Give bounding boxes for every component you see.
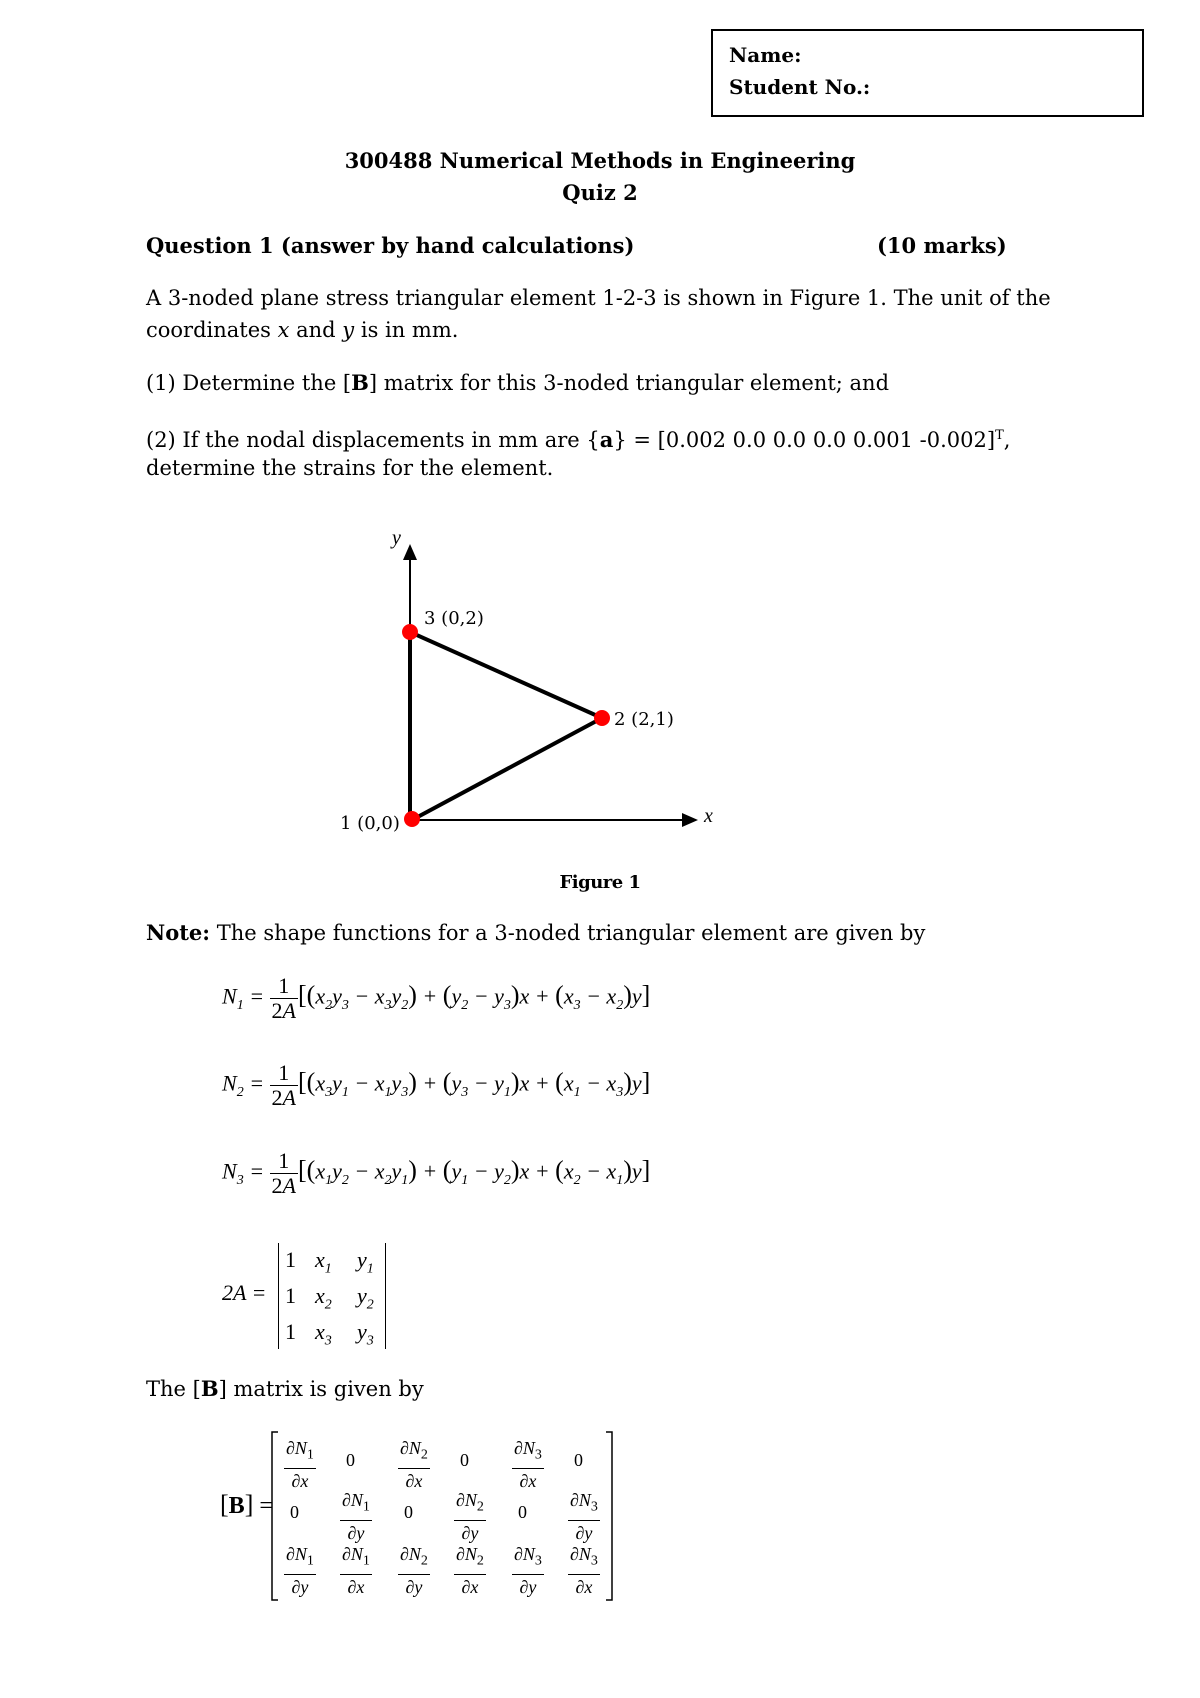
note [146,920,925,946]
question-marks: (10 marks) [877,233,1007,258]
part-2-text: (2) If the nodal displacements in mm are { [146,428,600,452]
note-label: Note: [146,920,211,945]
node-2 [594,710,610,726]
y-axis-label: y [392,527,401,549]
intro-text: coordinates [146,318,278,342]
b-matrix-intro [146,1376,424,1402]
node-1 [404,811,420,827]
intro-text-end: is in mm. [354,318,459,342]
x-axis-arrow [682,813,698,827]
part-1-text: (1) Determine the [ [146,371,352,395]
part-1-B: B [351,370,369,395]
part-2-vector: } = [0.002 0.0 0.0 0.0 0.001 -0.002] [613,428,996,452]
equation-N1: $N_1$ = $\frac{1}{2A}$ $[(x_2y_3 - x_3y_2) + (y_2 - y_3)x + (x_3 - x_2)y]$ [222,973,651,1023]
x-axis-label: x [704,805,713,827]
b-matrix: $\frac{\partial N_1}{\partial x}$ 0 $\frac{\partial N_2}{\partial x}$ 0 $\frac{\partial N_3}{\partial x}$ 0 0 $\frac{\partial N_1}{\partial y}$ 0 $\frac{\partial N_2}{\partial y}$ 0 $\frac{\partial N_3}{\partial y}$ $\frac{\partial N_1}{\partial y}$ $\frac{\partial N_1}{\partial x}$ $\frac{\partial N_2}{\partial y}$ $\frac{\partial N_2}{\partial x}$ $\frac{\partial N_3}{\partial y}$ $\frac{\partial N_3}{\partial x}$ [286,1438,598,1597]
part-1-text-end: ] matrix for this 3-noded triangular element; and [368,371,890,395]
b-intro-B: B [200,1376,219,1401]
part-2-line-2: determine the strains for the element. [146,456,554,480]
b-intro-text: The [ [146,1377,201,1401]
node-3-label: 3 (0,2) [424,608,484,629]
node-3 [402,624,418,640]
node-2-label: 2 (2,1) [614,709,674,730]
part-2-transpose: T [995,428,1004,443]
figure-caption: Figure 1 [559,872,641,893]
node-1-label: 1 (0,0) [340,813,400,834]
equation-N2: $N_2$ = $\frac{1}{2A}$ $[(x_3y_1 - x_1y_3) + (y_3 - y_1)x + (x_1 - x_3)y]$ [222,1060,651,1110]
quiz-title: Quiz 2 [562,180,638,205]
edge-1-2 [412,718,602,820]
question-title: Question 1 (answer by hand calculations) [146,233,635,258]
intro-var-x: x [277,318,290,342]
intro-line-1: A 3-noded plane stress triangular element 1-2-3 is shown in Figure 1. The unit of the [146,286,1051,310]
equation-N3: $N_3$ = $\frac{1}{2A}$ $[(x_1y_2 - x_2y_1) + (y_1 - y_2)x + (x_2 - x_1)y]$ [222,1148,651,1198]
equation-2A-determinant: 1 $x_1$ $y_1$ 1 $x_2$ $y_2$ 1 $x_3$ $y_3$ [278,1243,386,1349]
name-label: Name: [729,43,802,67]
student-number-label: Student No.: [729,75,871,99]
equation-2A-label: 2A = [222,1280,267,1305]
y-axis-arrow [403,544,417,560]
course-title: 300488 Numerical Methods in Engineering [344,148,856,173]
intro-text-and: and [289,318,343,342]
b-matrix-label: [B] = [220,1490,273,1519]
part-2-comma: , [1003,428,1011,452]
part-2-a: a [599,427,614,452]
edge-3-2 [410,632,602,718]
note-text: The shape functions for a 3-noded triangular element are given by [210,921,926,945]
b-intro-text-end: ] matrix is given by [218,1377,424,1401]
intro-var-y: y [342,318,355,342]
